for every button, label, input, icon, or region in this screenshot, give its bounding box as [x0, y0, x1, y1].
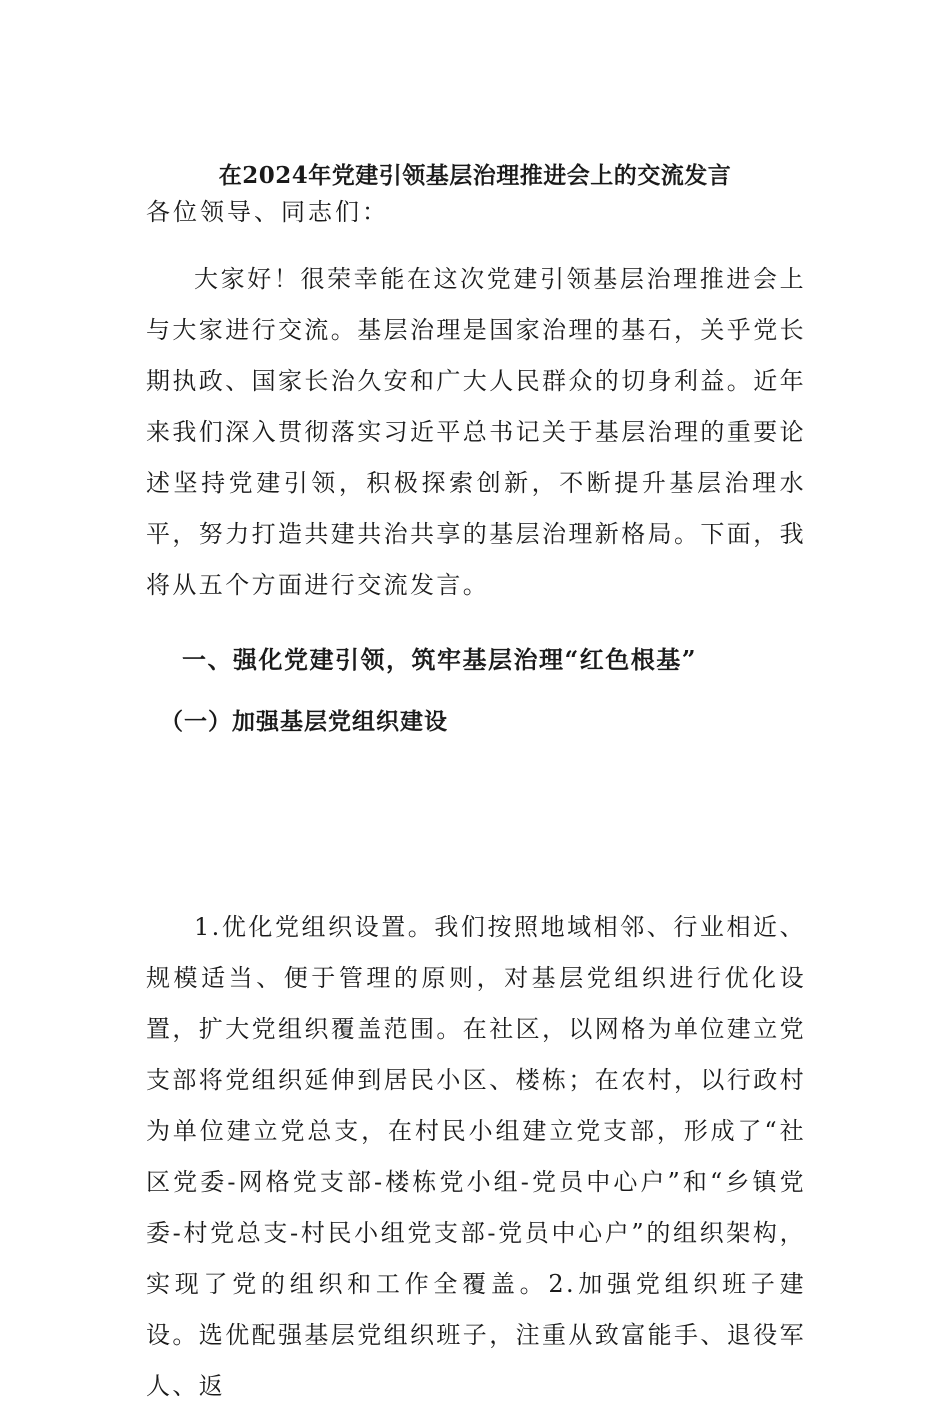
body-paragraph: 1.优化党组织设置。我们按照地域相邻、行业相近、规模适当、便于管理的原则，对基层党组织进行优化设置，扩大党组织覆盖范围。在社区，以网格为单位建立党支部将党组织延伸到居民小区、楼栋；在农村，以行政村为单位建立党总支，在村民小组建立党支部，形成了“社区党委-网格党支部-楼栋党小组-党员中心户”和“乡镇党委-村党总支-村民小组党支部-党员中心户”的组织架构，实现了党的组织和工作全覆盖。2.加强党组织班子建设。选优配强基层党组织班子，注重从致富能手、退役军人、返	[146, 913, 806, 1400]
salutation: 各位领导、同志们：	[146, 198, 389, 226]
opening-paragraph: 大家好！很荣幸能在这次党建引领基层治理推进会上与大家进行交流。基层治理是国家治理的基石，关乎党长期执政、国家长治久安和广大人民群众的切身利益。近年来我们深入贯彻落实习近平总书记关于基层治理的重要论述坚持党建引领，积极探索创新，不断提升基层治理水平，努力打造共建共治共享的基层治理新格局。下面，我将从五个方面进行交流发言。	[146, 265, 806, 599]
section-heading-1: 一、强化党建引领，筑牢基层治理“红色根基”	[182, 645, 698, 674]
document-title: 在2024年党建引领基层治理推进会上的交流发言	[218, 162, 732, 189]
subsection-heading-1-1: （一）加强基层党组织建设	[160, 708, 448, 735]
